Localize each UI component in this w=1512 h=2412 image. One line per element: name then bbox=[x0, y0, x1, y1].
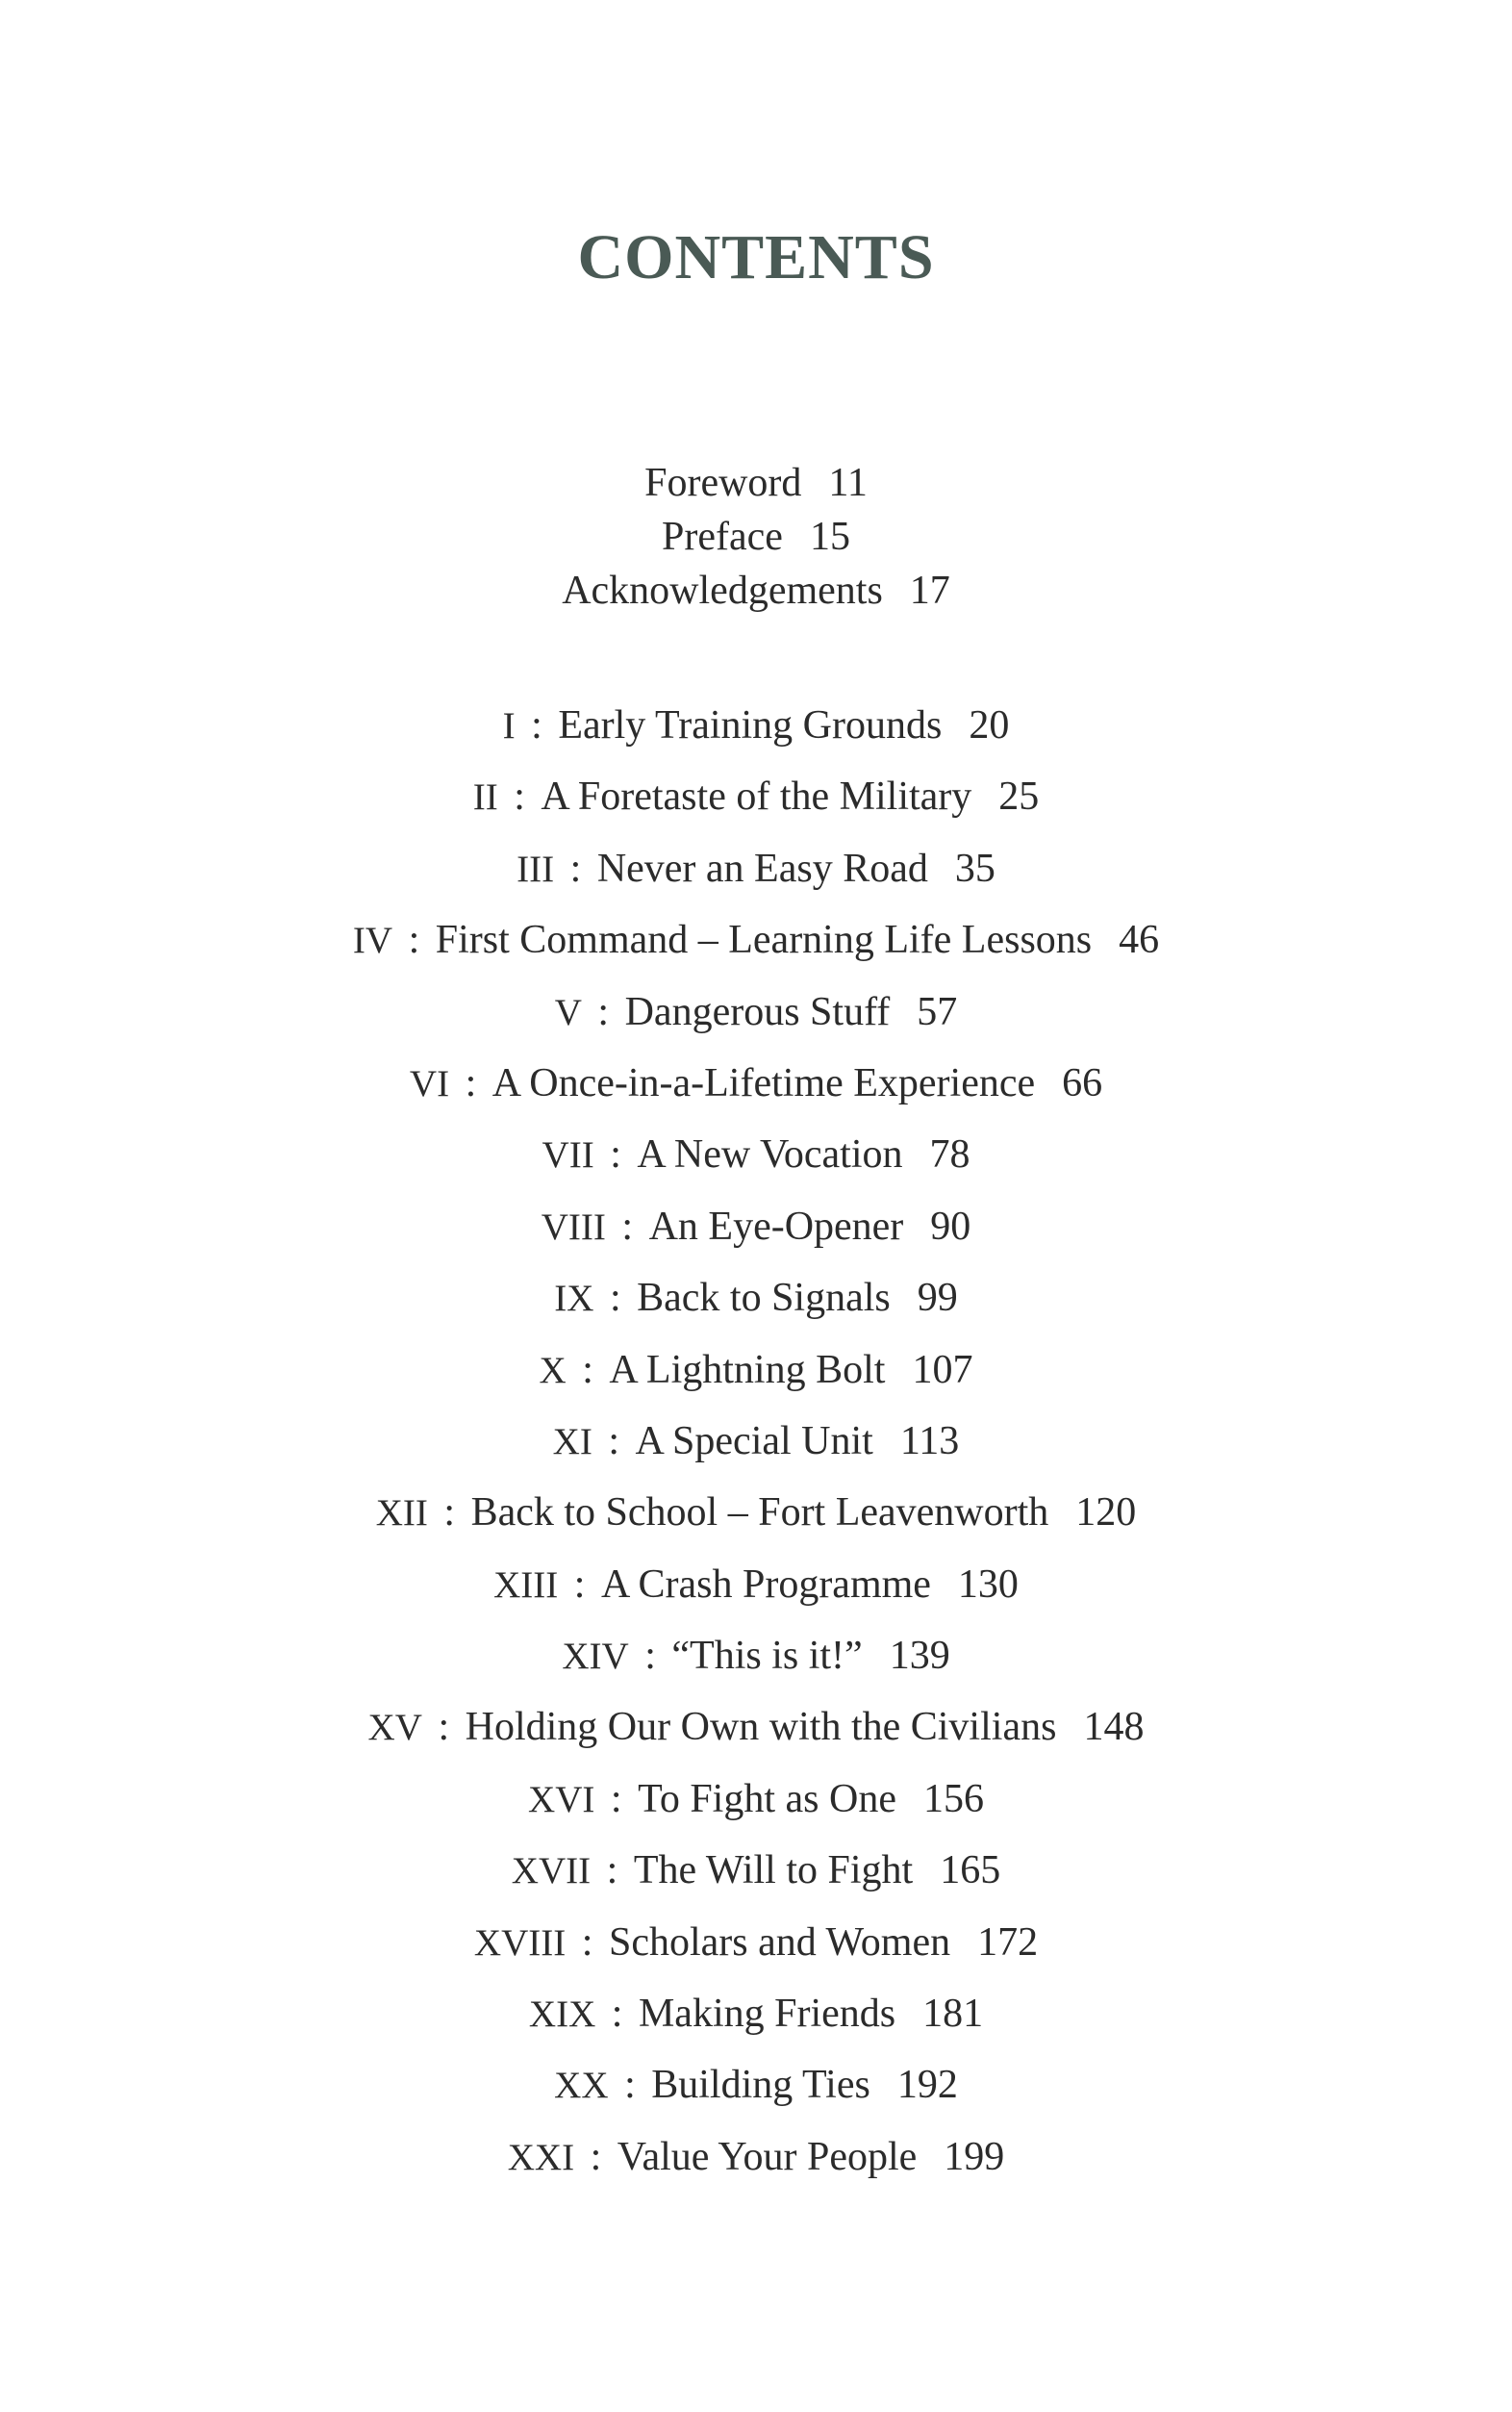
page-title: CONTENTS bbox=[577, 222, 935, 292]
chapter-entry: VI : A Once-in-a-Lifetime Experience 66 bbox=[409, 1060, 1103, 1105]
chapter-entry: XX : Building Ties 192 bbox=[554, 2063, 958, 2108]
chapter-page: 130 bbox=[957, 1561, 1019, 1607]
chapter-entry: XXI : Value Your People 199 bbox=[507, 2134, 1005, 2179]
chapter-number: IV bbox=[352, 920, 393, 962]
chapter-title: “This is it!” bbox=[671, 1634, 863, 1679]
chapter-page: 20 bbox=[969, 703, 1010, 748]
chapter-page: 199 bbox=[944, 2134, 1005, 2179]
chapter-page: 156 bbox=[922, 1776, 984, 1821]
front-matter-list bbox=[0, 456, 1512, 618]
chapter-entry: II : A Foretaste of the Military 25 bbox=[472, 774, 1040, 820]
chapter-number: XII bbox=[375, 1492, 428, 1535]
chapter-number: X bbox=[539, 1349, 567, 1391]
chapter-entry: X : A Lightning Bolt 107 bbox=[539, 1347, 973, 1392]
front-matter-page: 11 bbox=[828, 461, 868, 505]
front-matter-label: Foreword bbox=[644, 461, 802, 505]
chapter-title: Back to Signals bbox=[637, 1276, 891, 1321]
front-matter-page: 15 bbox=[809, 515, 850, 559]
chapter-entry: XVI : To Fight as One 156 bbox=[528, 1776, 984, 1821]
chapter-title: A Once-in-a-Lifetime Experience bbox=[491, 1060, 1036, 1105]
chapter-number: III bbox=[517, 848, 555, 890]
chapter-title: First Command – Learning Life Lessons bbox=[435, 918, 1093, 963]
chapter-number: VIII bbox=[541, 1206, 606, 1248]
chapter-title: A Special Unit bbox=[635, 1418, 873, 1463]
chapter-number: V bbox=[554, 991, 582, 1033]
chapter-number: XVIII bbox=[473, 1921, 567, 1964]
chapter-entry: XV : Holding Our Own with the Civilians 148 bbox=[367, 1705, 1145, 1750]
chapter-entry: III : Never an Easy Road 35 bbox=[517, 846, 995, 891]
chapter-entry: XIX : Making Friends 181 bbox=[528, 1992, 984, 2037]
chapter-title: Value Your People bbox=[617, 2134, 918, 2179]
chapter-number: XX bbox=[554, 2065, 609, 2107]
chapter-title: Holding Our Own with the Civilians bbox=[465, 1705, 1057, 1750]
chapter-page: 172 bbox=[977, 1919, 1039, 1965]
chapter-entry: XVIII : Scholars and Women 172 bbox=[473, 1919, 1039, 1965]
chapter-title: Early Training Grounds bbox=[558, 703, 943, 748]
chapter-title: Building Ties bbox=[651, 2063, 870, 2108]
chapter-entry: XIII : A Crash Programme 130 bbox=[493, 1561, 1019, 1607]
chapter-page: 139 bbox=[889, 1634, 950, 1679]
chapter-title: A Foretaste of the Military bbox=[541, 774, 972, 820]
chapter-entry: XII : Back to School – Fort Leavenworth 120 bbox=[375, 1490, 1137, 1536]
front-matter-item bbox=[0, 456, 1512, 510]
chapter-number: XI bbox=[552, 1420, 592, 1462]
chapter-number: II bbox=[472, 776, 498, 819]
chapter-title: A Crash Programme bbox=[600, 1561, 931, 1607]
chapter-number: XVII bbox=[511, 1850, 592, 1892]
chapter-entry: XI : A Special Unit 113 bbox=[552, 1418, 960, 1463]
chapter-page: 120 bbox=[1075, 1490, 1137, 1536]
chapter-number: VI bbox=[409, 1062, 450, 1104]
chapter-title: Making Friends bbox=[638, 1992, 896, 2037]
chapter-title: To Fight as One bbox=[638, 1776, 896, 1821]
chapter-page: 25 bbox=[998, 774, 1040, 820]
chapter-page: 113 bbox=[899, 1418, 960, 1463]
chapter-page: 107 bbox=[912, 1347, 973, 1392]
chapter-number: XIII bbox=[493, 1563, 559, 1606]
chapter-title: Dangerous Stuff bbox=[624, 989, 891, 1034]
front-matter-page: 17 bbox=[909, 569, 950, 613]
chapter-number: XXI bbox=[507, 2136, 575, 2178]
chapter-number: XV bbox=[367, 1707, 422, 1749]
chapter-title: An Eye-Opener bbox=[648, 1204, 904, 1249]
front-matter-item bbox=[0, 564, 1512, 618]
chapter-page: 57 bbox=[917, 989, 958, 1034]
chapter-page: 165 bbox=[940, 1848, 1001, 1893]
chapter-number: XVI bbox=[528, 1778, 595, 1820]
chapter-entry: XVII : The Will to Fight 165 bbox=[511, 1848, 1001, 1893]
chapter-entry: IX : Back to Signals 99 bbox=[554, 1276, 958, 1321]
chapter-list bbox=[0, 690, 1512, 2193]
chapter-entry: IV : First Command – Learning Life Lessons 46 bbox=[352, 918, 1160, 963]
chapter-number: XIV bbox=[562, 1636, 629, 1678]
chapter-page: 192 bbox=[896, 2063, 958, 2108]
chapter-entry: XIV : “This is it!” 139 bbox=[562, 1634, 950, 1679]
chapter-page: 90 bbox=[930, 1204, 971, 1249]
chapter-page: 148 bbox=[1083, 1705, 1145, 1750]
chapter-page: 66 bbox=[1062, 1060, 1103, 1105]
chapter-number: XIX bbox=[528, 1993, 596, 2036]
chapter-title: Scholars and Women bbox=[608, 1919, 951, 1965]
chapter-page: 181 bbox=[922, 1992, 984, 2037]
chapter-entry: V : Dangerous Stuff 57 bbox=[554, 989, 958, 1034]
chapter-title: Back to School – Fort Leavenworth bbox=[470, 1490, 1049, 1536]
chapter-title: Never an Easy Road bbox=[596, 846, 928, 891]
chapter-number: I bbox=[502, 705, 516, 747]
chapter-number: VII bbox=[542, 1134, 594, 1177]
front-matter-item bbox=[0, 510, 1512, 564]
chapter-number: IX bbox=[554, 1278, 594, 1320]
chapter-entry: VIII : An Eye-Opener 90 bbox=[541, 1204, 971, 1249]
chapter-page: 46 bbox=[1119, 918, 1160, 963]
chapter-title: The Will to Fight bbox=[633, 1848, 914, 1893]
chapter-title: A Lightning Bolt bbox=[609, 1347, 886, 1392]
chapter-title: A New Vocation bbox=[637, 1132, 903, 1178]
chapter-page: 99 bbox=[917, 1276, 958, 1321]
chapter-page: 35 bbox=[954, 846, 995, 891]
chapter-entry: VII : A New Vocation 78 bbox=[542, 1132, 970, 1178]
front-matter-label: Acknowledgements bbox=[562, 569, 883, 613]
chapter-page: 78 bbox=[929, 1132, 970, 1178]
front-matter-label: Preface bbox=[662, 515, 783, 559]
chapter-entry: I : Early Training Grounds 20 bbox=[502, 703, 1010, 748]
